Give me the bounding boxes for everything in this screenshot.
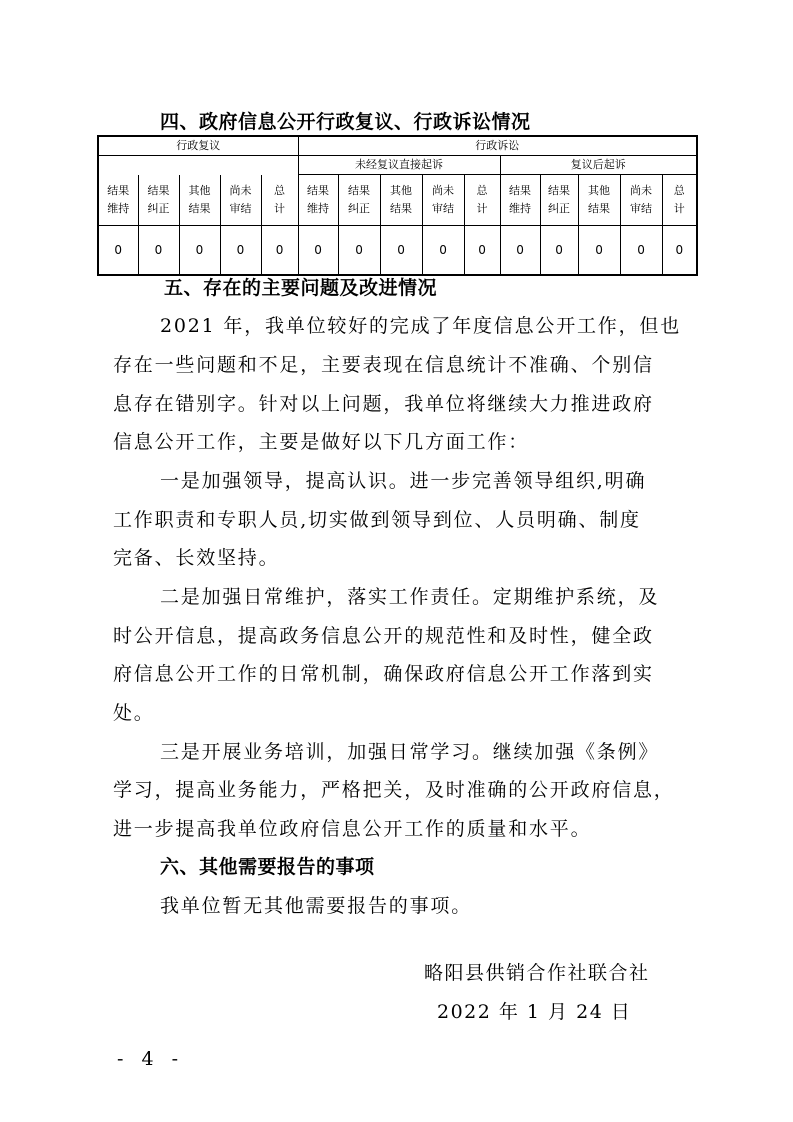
table-cell: 0 bbox=[578, 226, 620, 276]
paragraph-line: 存在一些问题和不足，主要表现在信息统计不准确、个别信 bbox=[113, 354, 654, 376]
table-cell: 0 bbox=[98, 226, 138, 276]
paragraph-line: 二是加强日常维护，落实工作责任。定期维护系统，及 bbox=[160, 586, 660, 608]
paragraph-line: 时公开信息，提高政务信息公开的规范性和及时性，健全政 bbox=[113, 625, 654, 647]
table-cell: 0 bbox=[422, 226, 464, 276]
header-after-review-litigation: 复议后起诉 bbox=[500, 156, 697, 175]
section6-title: 六、其他需要报告的事项 bbox=[160, 856, 375, 878]
col-header-review-upheld: 结果 维持 bbox=[98, 175, 138, 226]
col-header-after-upheld: 结果 维持 bbox=[500, 175, 540, 226]
paragraph-line: 工作职责和专职人员,切实做到领导到位、人员明确、制度 bbox=[113, 509, 641, 531]
col-header-review-other: 其他 结果 bbox=[179, 175, 220, 226]
table-cell: 0 bbox=[261, 226, 298, 276]
header-admin-litigation: 行政诉讼 bbox=[298, 136, 697, 156]
paragraph-line: 府信息公开工作的日常机制，确保政府信息公开工作落到实 bbox=[113, 663, 654, 685]
table-cell: 0 bbox=[500, 226, 540, 276]
paragraph-line: 处。 bbox=[113, 702, 155, 724]
col-header-review-corrected: 结果 纠正 bbox=[138, 175, 179, 226]
col-header-after-corrected: 结果 纠正 bbox=[540, 175, 578, 226]
paragraph-line: 学习，提高业务能力，严格把关，及时准确的公开政府信息， bbox=[113, 779, 675, 801]
paragraph-line: 2021 年，我单位较好的完成了年度信息公开工作，但也 bbox=[160, 315, 681, 337]
paragraph-line: 信息公开工作，主要是做好以下几方面工作： bbox=[113, 431, 530, 453]
table-cell: 0 bbox=[540, 226, 578, 276]
section6-text: 我单位暂无其他需要报告的事项。 bbox=[160, 895, 473, 917]
table-cell: 0 bbox=[464, 226, 500, 276]
col-header-direct-corrected: 结果 纠正 bbox=[338, 175, 380, 226]
col-header-direct-total: 总 计 bbox=[464, 175, 500, 226]
paragraph-line: 进一步提高我单位政府信息公开工作的质量和水平。 bbox=[113, 818, 592, 840]
table-cell: 0 bbox=[338, 226, 380, 276]
table-cell: 0 bbox=[220, 226, 261, 276]
admin-review-litigation-table bbox=[97, 135, 698, 276]
table-cell: 0 bbox=[179, 226, 220, 276]
header-review-blank bbox=[98, 156, 298, 175]
col-header-direct-upheld: 结果 维持 bbox=[298, 175, 338, 226]
table-cell: 0 bbox=[620, 226, 662, 276]
table-cell: 0 bbox=[298, 226, 338, 276]
paragraph-line: 三是开展业务培训，加强日常学习。继续加强《条例》 bbox=[160, 741, 660, 763]
col-header-review-pending: 尚未 审结 bbox=[220, 175, 261, 226]
col-header-after-other: 其他 结果 bbox=[578, 175, 620, 226]
col-header-after-pending: 尚未 审结 bbox=[620, 175, 662, 226]
paragraph-line: 一是加强领导，提高认识。进一步完善领导组织,明确 bbox=[160, 470, 647, 492]
col-header-after-total: 总 计 bbox=[662, 175, 697, 226]
section5-title: 五、存在的主要问题及改进情况 bbox=[164, 277, 438, 299]
section4-title: 四、政府信息公开行政复议、行政诉讼情况 bbox=[160, 111, 531, 133]
col-header-direct-other: 其他 结果 bbox=[380, 175, 422, 226]
table-cell: 0 bbox=[138, 226, 179, 276]
table-cell: 0 bbox=[662, 226, 697, 276]
signature-org: 略阳县供销合作社联合社 bbox=[424, 962, 650, 984]
col-header-review-total: 总 计 bbox=[261, 175, 298, 226]
header-direct-litigation: 未经复议直接起诉 bbox=[298, 156, 500, 175]
header-admin-review: 行政复议 bbox=[98, 136, 298, 156]
signature-date: 2022 年 1 月 24 日 bbox=[437, 1001, 632, 1023]
table-cell: 0 bbox=[380, 226, 422, 276]
paragraph-line: 息存在错别字。针对以上问题，我单位将继续大力推进政府 bbox=[113, 393, 654, 415]
col-header-direct-pending: 尚未 审结 bbox=[422, 175, 464, 226]
page-number: - 4 - bbox=[117, 1048, 185, 1070]
paragraph-line: 完备、长效坚持。 bbox=[113, 547, 280, 569]
